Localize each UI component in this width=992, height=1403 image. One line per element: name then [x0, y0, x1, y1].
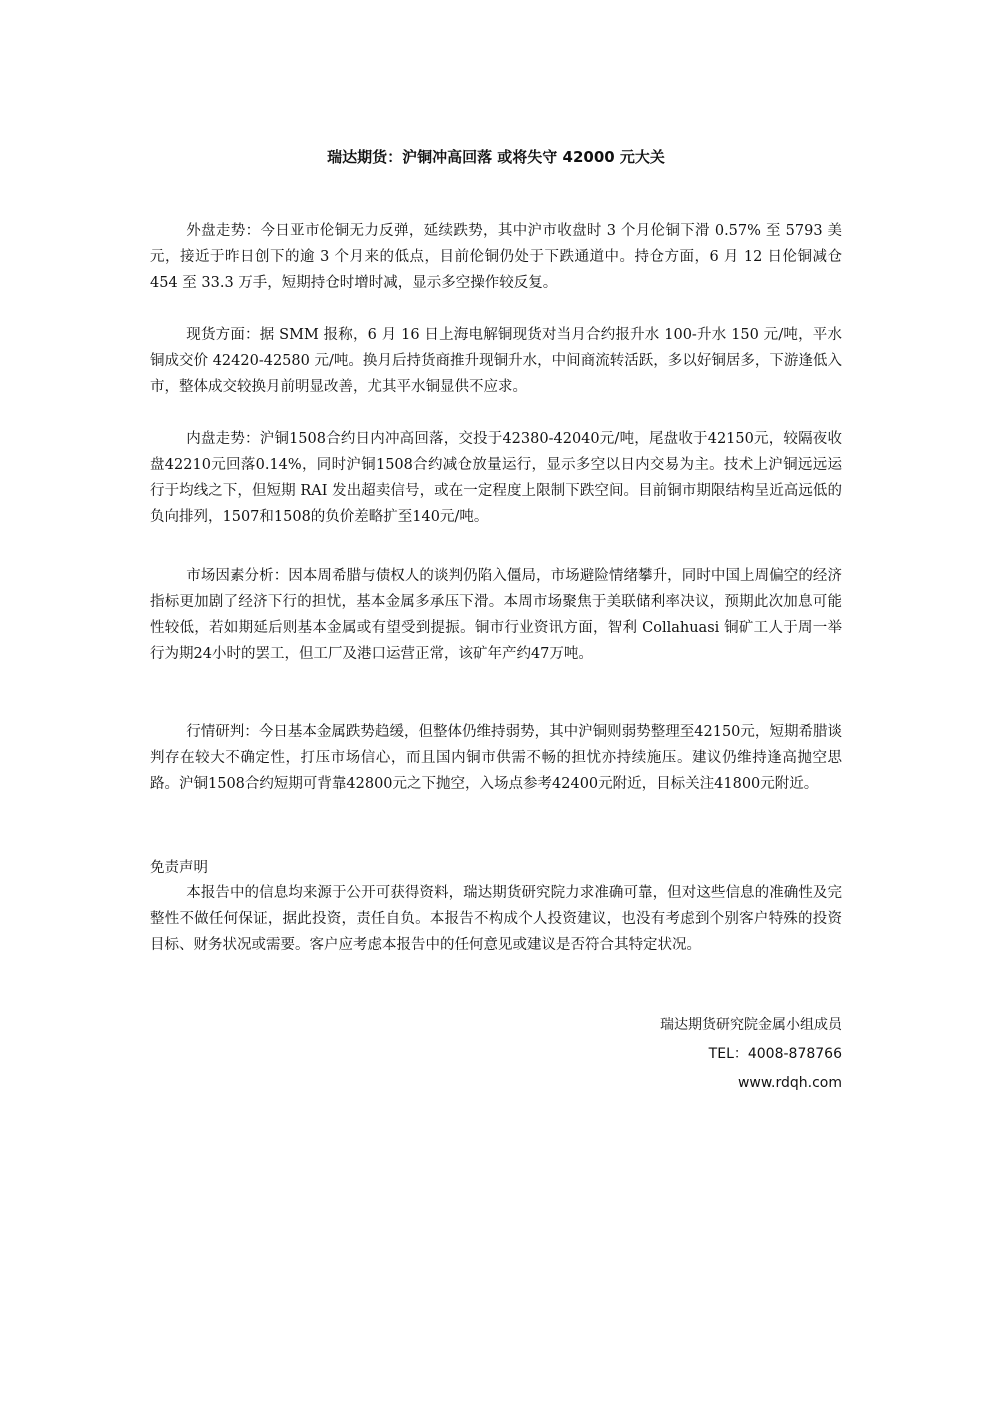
- disclaimer-text: 本报告中的信息均来源于公开可获得资料，瑞达期货研究院力求准确可靠，但对这些信息的准确性及完整性不做任何保证，据此投资，责任自负。本报告不构成个人投资建议，也没有考虑到个别客户特殊的投资目标、财务状况或需要。客户应考虑本报告中的任何意见或建议是否符合其特定状况。: [150, 885, 842, 953]
- paragraph-overseas-market: 外盘走势：今日亚市伦铜无力反弹，延续跌势，其中沪市收盘时 3 个月伦铜下滑 0.57% 至 5793 美元，接近于昨日创下的逾 3 个月来的低点，目前伦铜仍处于下跌通道中。持仓方面，6 月 12 日伦铜减仓 454 至 33.3 万手，短期持仓时增时减，显示多空操作较反复。: [150, 223, 842, 291]
- signature-tel: TEL：4008-878766: [708, 1046, 842, 1062]
- paragraph-market-factors: 市场因素分析：因本周希腊与债权人的谈判仍陷入僵局，市场避险情绪攀升，同时中国上周偏空的经济指标更加剧了经济下行的担忧，基本金属多承压下滑。本周市场聚焦于美联储利率决议，预期此次加息可能性较低，若如期延后则基本金属或有望受到提振。铜市行业资讯方面，智利 Collahuasi 铜矿工人于周一举行为期24小时的罢工，但工厂及港口运营正常，该矿年产约47万吨。: [150, 568, 842, 662]
- paragraph-domestic-market: 内盘走势：沪铜1508合约日内冲高回落，交投于42380-42040元/吨，尾盘收于42150元，较隔夜收盘42210元回落0.14%，同时沪铜1508合约减仓放量运行，显示多空以日内交易为主。技术上沪铜远远运行于均线之下，但短期 RAI 发出超卖信号，或在一定程度上限制下跌空间。目前铜市期限结构呈近高远低的负向排列，1507和1508的负价差略扩至140元/吨。: [150, 431, 842, 525]
- signature-block: [660, 1011, 842, 1098]
- disclaimer-heading: 免责声明: [150, 860, 208, 876]
- signature-website: www.rdqh.com: [737, 1075, 842, 1091]
- paragraph-spot-market: 现货方面：据 SMM 报称，6 月 16 日上海电解铜现货对当月合约报升水 100-升水 150 元/吨，平水铜成交价 42420-42580 元/吨。换月后持货商推升现铜升水，中间商流转活跃，多以好铜居多，下游逢低入市，整体成交较换月前明显改善，尤其平水铜显供不应求。: [150, 327, 842, 395]
- signature-team: 瑞达期货研究院金属小组成员: [660, 1017, 842, 1033]
- document-title: 瑞达期货：沪铜冲高回落 或将失守 42000 元大关: [327, 148, 665, 166]
- paragraph-market-outlook: 行情研判：今日基本金属跌势趋缓，但整体仍维持弱势，其中沪铜则弱势整理至42150元，短期希腊谈判存在较大不确定性，打压市场信心，而且国内铜市供需不畅的担忧亦持续施压。建议仍维持逢高抛空思路。沪铜1508合约短期可背靠42800元之下抛空，入场点参考42400元附近，目标关注41800元附近。: [150, 724, 842, 792]
